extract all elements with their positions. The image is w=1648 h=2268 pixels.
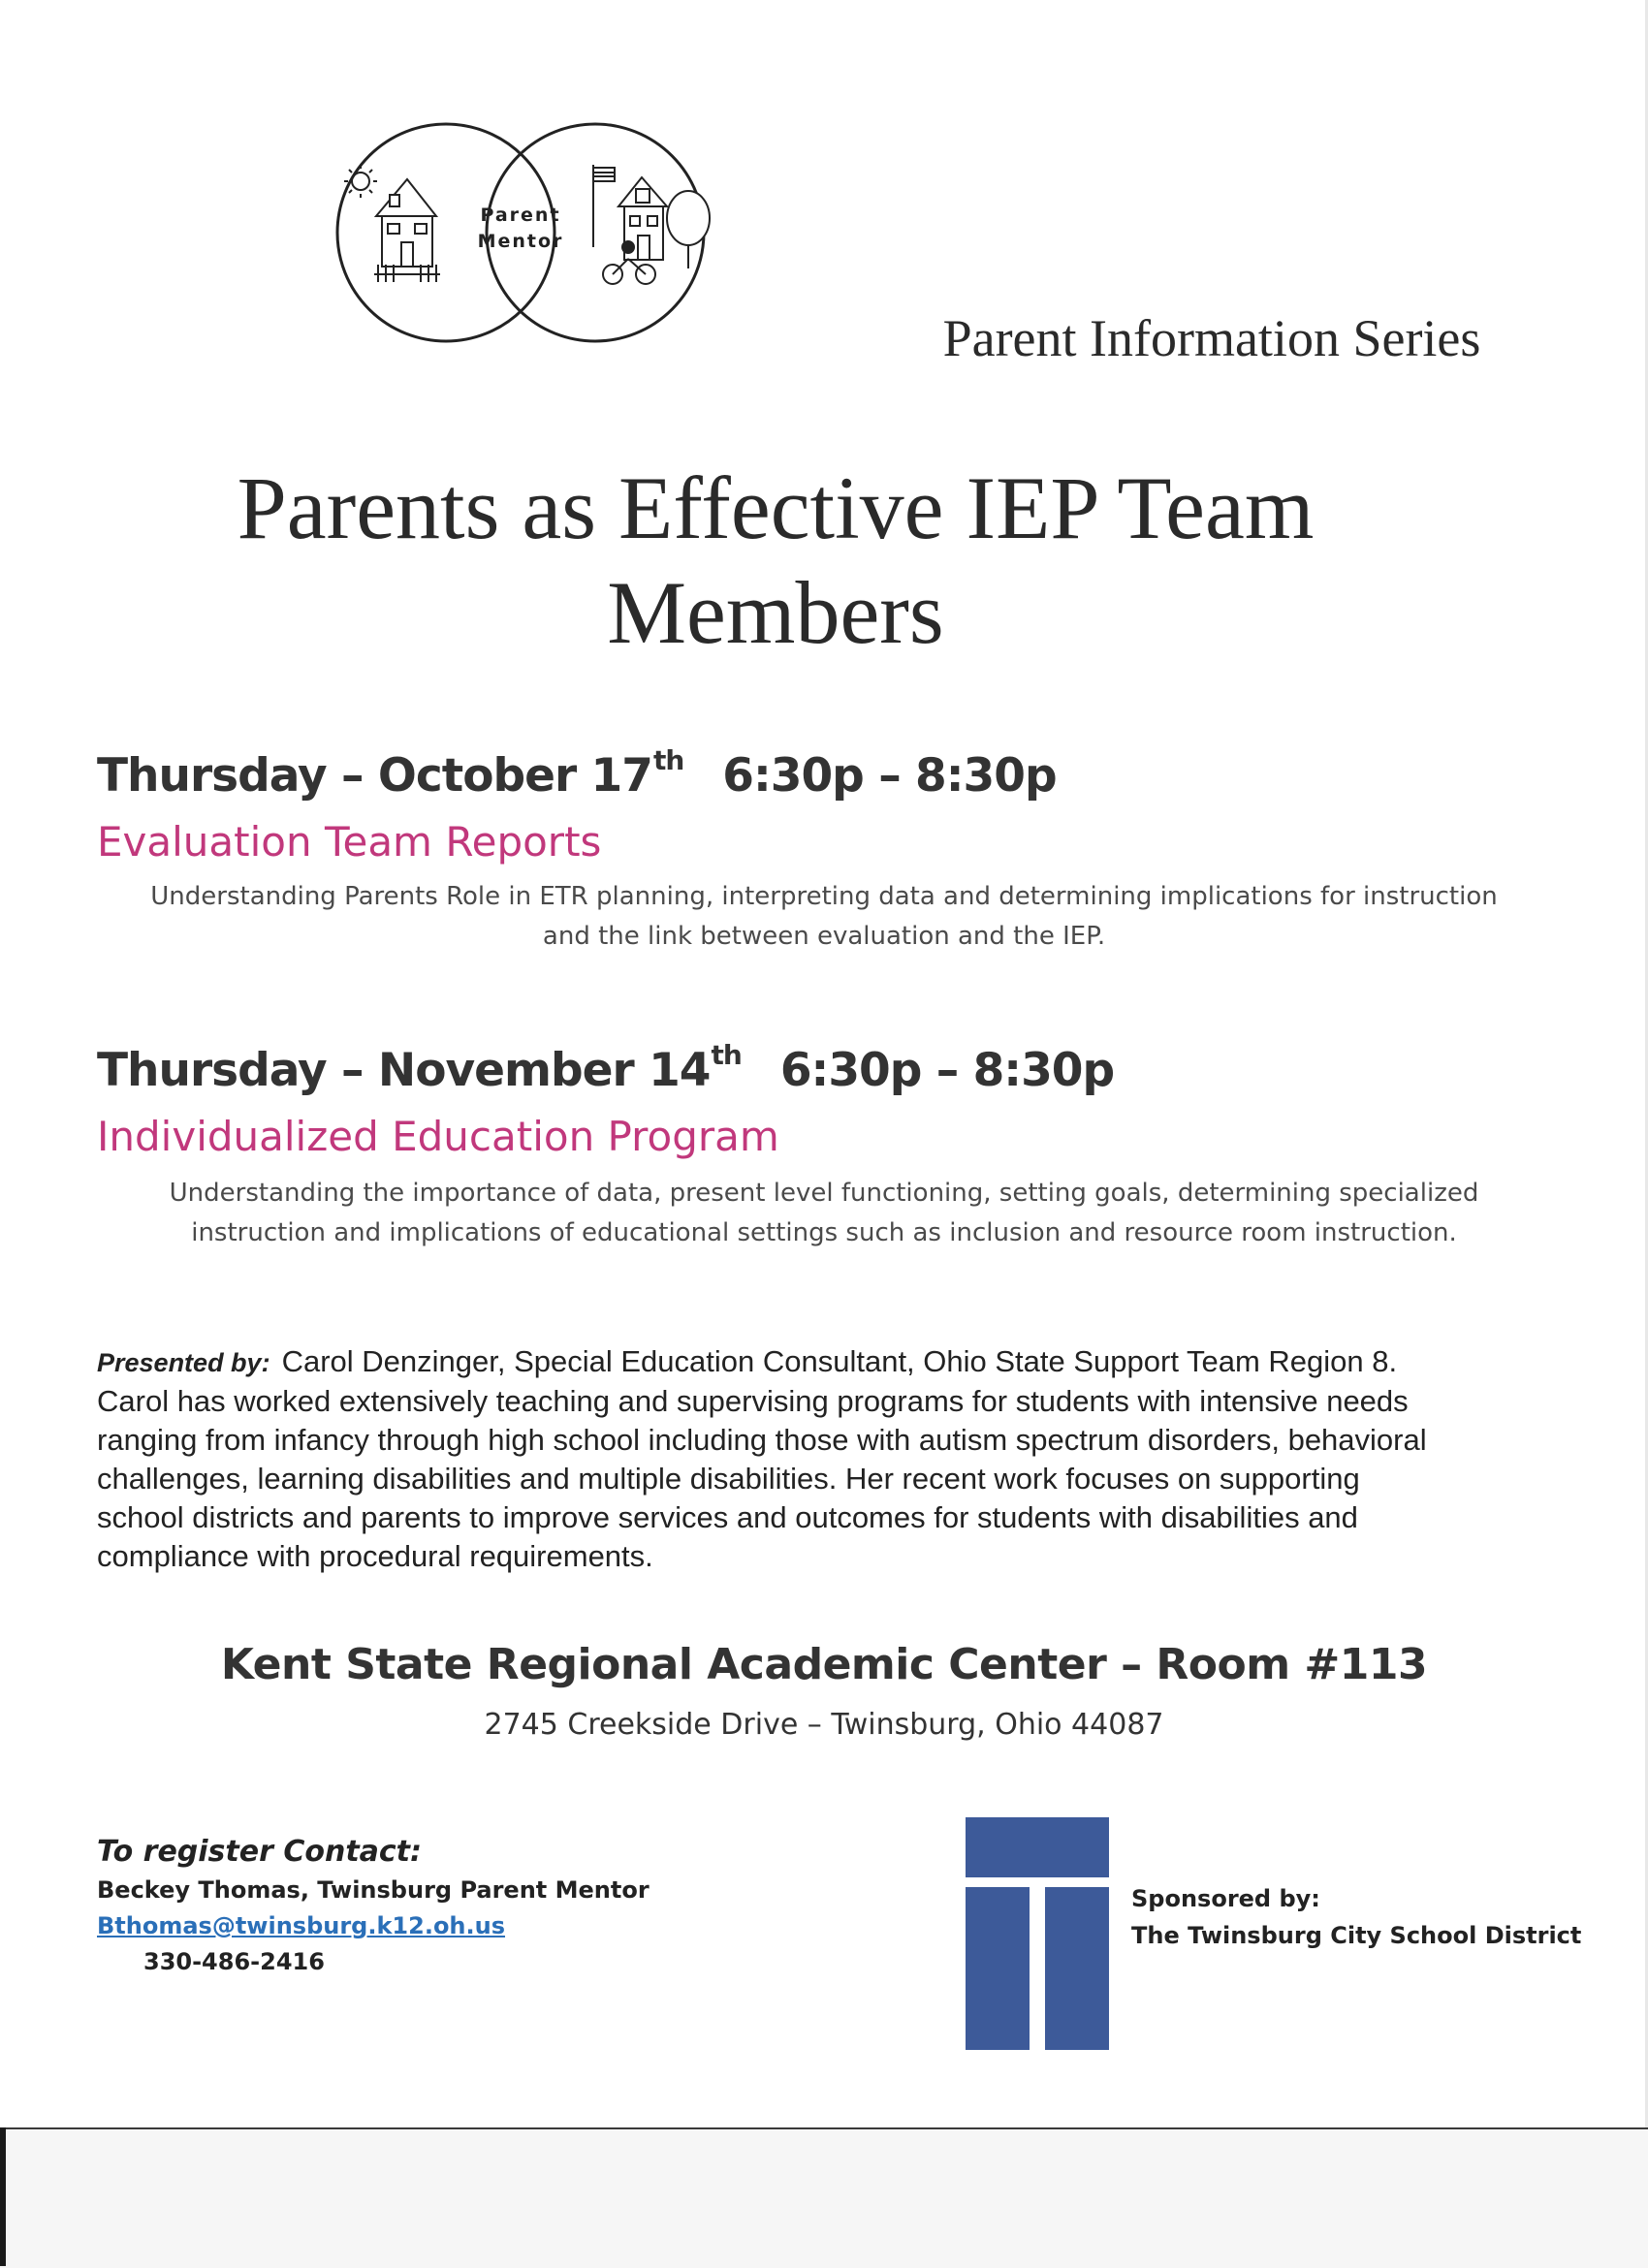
series-title: Parent Information Series <box>942 309 1481 367</box>
registration-contact <box>97 1832 776 1980</box>
page-title-line-2: Members <box>607 563 944 662</box>
tree-icon <box>667 191 710 268</box>
event-1-date-suffix: th <box>652 744 684 776</box>
logo-text-mentor: Mentor <box>477 231 564 252</box>
event-2-time: 6:30p – 8:30p <box>779 1044 1115 1097</box>
event-2-description <box>97 1174 1551 1253</box>
presenter-label: Presented by: <box>97 1348 270 1377</box>
presenter-line-1 <box>97 1342 1561 1382</box>
presenter-bio-line: compliance with procedural requirements. <box>97 1539 653 1573</box>
scan-bottom-margin <box>0 2127 1648 2268</box>
event-2-date: Thursday – November 14 <box>97 1044 711 1097</box>
presenter-bio-line: ranging from infancy through high school including those with autism spectrum disorders, behavioral <box>97 1423 1427 1457</box>
event-1-time: 6:30p – 8:30p <box>722 749 1057 803</box>
contact-email-link[interactable]: Bthomas@twinsburg.k12.oh.us <box>97 1912 506 1939</box>
event-2-description-line-2: instruction and implications of educational settings such as inclusion and resource room instruction. <box>191 1218 1457 1247</box>
page-title-line-1: Parents as Effective IEP Team <box>237 458 1315 557</box>
house-icon <box>374 179 440 282</box>
scan-left-edge <box>0 2127 6 2266</box>
event-1-topic: Evaluation Team Reports <box>97 818 602 866</box>
event-1-description-line-2: and the link between evaluation and the IEP. <box>542 922 1106 951</box>
presenter-bio <box>97 1342 1561 1576</box>
event-2-description-line-1: Understanding the importance of data, present level functioning, setting goals, determining specialized <box>169 1179 1479 1208</box>
page-title <box>97 456 1454 665</box>
presenter-bio-line: Carol has worked extensively teaching and supervising programs for students with intensive needs <box>97 1384 1409 1418</box>
twinsburg-district-logo <box>966 1817 1109 2050</box>
venue-address: 2745 Creekside Drive – Twinsburg, Ohio 44087 <box>484 1708 1164 1742</box>
event-1-description-line-1: Understanding Parents Role in ETR planning, interpreting data and determining implications for instruction <box>150 882 1498 911</box>
venue-name: Kent State Regional Academic Center – Room #113 <box>220 1640 1428 1689</box>
presenter-bio-line: school districts and parents to improve services and outcomes for students with disabilities and <box>97 1500 1358 1534</box>
event-1-date: Thursday – October 17 <box>97 749 652 803</box>
event-1-heading <box>97 744 1551 803</box>
event-2-topic: Individualized Education Program <box>97 1113 779 1160</box>
contact-name: Beckey Thomas, Twinsburg Parent Mentor <box>97 1876 650 1904</box>
event-2-heading <box>97 1039 1551 1097</box>
sponsor-label: Sponsored by: <box>1131 1885 1320 1912</box>
presenter-bio-line: challenges, learning disabilities and multiple disabilities. Her recent work focuses on supporting <box>97 1462 1360 1496</box>
sponsor-block <box>1131 1880 1635 1954</box>
presenter-bio-line: Carol Denzinger, Special Education Consultant, Ohio State Support Team Region 8. <box>281 1344 1398 1378</box>
event-2-date-suffix: th <box>711 1039 742 1071</box>
sponsor-name: The Twinsburg City School District <box>1131 1922 1582 1949</box>
parent-mentor-logo <box>320 102 722 359</box>
contact-heading: To register Contact: <box>97 1835 423 1869</box>
logo-text-parent: Parent <box>480 205 561 226</box>
event-1-description <box>97 877 1551 957</box>
contact-phone: 330-486-2416 <box>143 1948 325 1975</box>
